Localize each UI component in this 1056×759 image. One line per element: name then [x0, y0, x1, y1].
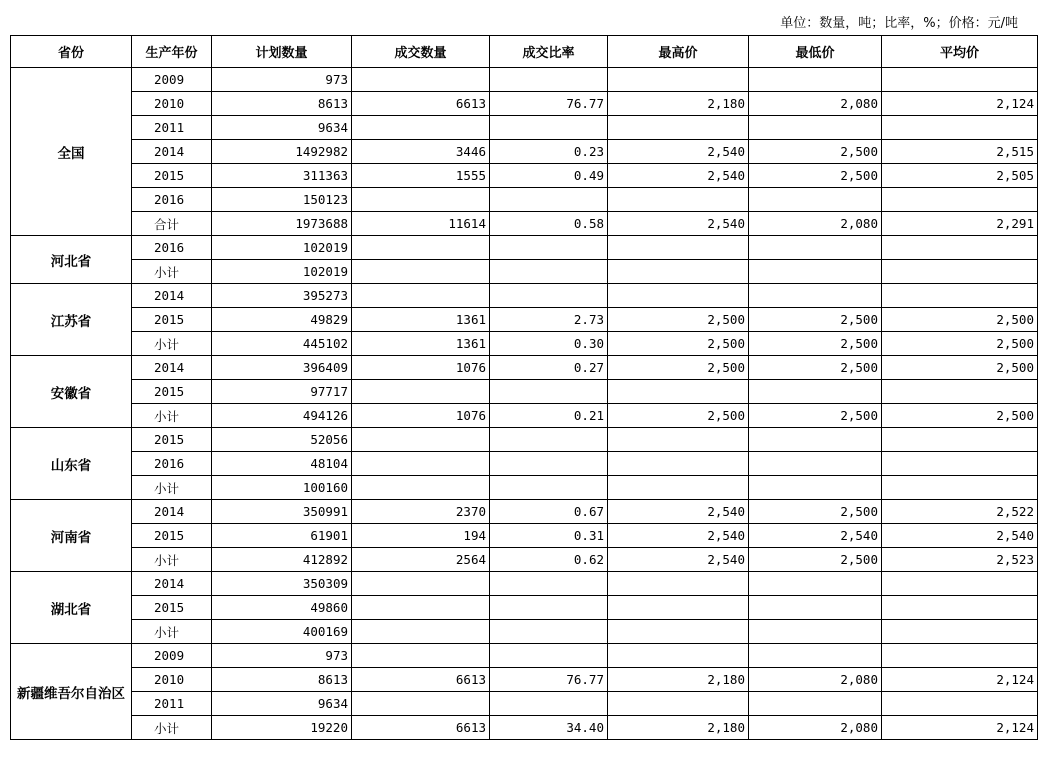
deal-qty-cell	[352, 452, 490, 476]
deal-qty-cell	[352, 284, 490, 308]
avg-price-cell	[882, 620, 1038, 644]
max-price-cell: 2,540	[608, 140, 749, 164]
deal-ratio-cell	[490, 620, 608, 644]
table-row	[11, 404, 1038, 428]
planned-qty-cell: 19220	[212, 716, 352, 740]
deal-ratio-cell	[490, 260, 608, 284]
max-price-cell: 2,540	[608, 212, 749, 236]
table-row	[11, 476, 1038, 500]
table-row	[11, 188, 1038, 212]
year-cell: 2015	[132, 380, 212, 404]
min-price-cell: 2,500	[749, 332, 882, 356]
min-price-cell	[749, 260, 882, 284]
deal-ratio-cell	[490, 68, 608, 92]
deal-qty-cell: 1361	[352, 332, 490, 356]
unit-note: 单位：数量，吨；比率，%；价格：元/吨	[780, 16, 1018, 31]
col-avg-price: 平均价	[882, 36, 1038, 68]
planned-qty-cell: 400169	[212, 620, 352, 644]
deal-ratio-cell: 34.40	[490, 716, 608, 740]
min-price-cell: 2,080	[749, 668, 882, 692]
planned-qty-cell: 150123	[212, 188, 352, 212]
avg-price-cell: 2,124	[882, 716, 1038, 740]
max-price-cell: 2,180	[608, 716, 749, 740]
deal-qty-cell	[352, 620, 490, 644]
year-cell: 2015	[132, 164, 212, 188]
planned-qty-cell: 396409	[212, 356, 352, 380]
max-price-cell: 2,540	[608, 500, 749, 524]
planned-qty-cell: 973	[212, 68, 352, 92]
min-price-cell: 2,080	[749, 212, 882, 236]
deal-qty-cell	[352, 236, 490, 260]
table-row	[11, 620, 1038, 644]
year-cell: 2014	[132, 356, 212, 380]
col-province: 省份	[11, 36, 132, 68]
avg-price-cell: 2,523	[882, 548, 1038, 572]
deal-qty-cell: 2564	[352, 548, 490, 572]
deal-ratio-cell	[490, 452, 608, 476]
province-cell: 湖北省	[11, 572, 132, 644]
min-price-cell	[749, 620, 882, 644]
year-cell: 2014	[132, 572, 212, 596]
year-cell: 2015	[132, 308, 212, 332]
deal-qty-cell: 3446	[352, 140, 490, 164]
deal-ratio-cell	[490, 572, 608, 596]
table-row	[11, 236, 1038, 260]
avg-price-cell: 2,522	[882, 500, 1038, 524]
deal-ratio-cell	[490, 188, 608, 212]
year-cell: 2014	[132, 284, 212, 308]
avg-price-cell	[882, 284, 1038, 308]
year-cell: 2015	[132, 428, 212, 452]
min-price-cell: 2,500	[749, 548, 882, 572]
max-price-cell	[608, 284, 749, 308]
planned-qty-cell: 350309	[212, 572, 352, 596]
min-price-cell: 2,500	[749, 356, 882, 380]
max-price-cell	[608, 620, 749, 644]
deal-ratio-cell: 0.21	[490, 404, 608, 428]
deal-qty-cell	[352, 596, 490, 620]
max-price-cell	[608, 692, 749, 716]
max-price-cell	[608, 188, 749, 212]
max-price-cell	[608, 428, 749, 452]
year-cell: 2009	[132, 644, 212, 668]
deal-ratio-cell: 0.23	[490, 140, 608, 164]
min-price-cell	[749, 188, 882, 212]
planned-qty-cell: 61901	[212, 524, 352, 548]
planned-qty-cell: 494126	[212, 404, 352, 428]
table-row	[11, 452, 1038, 476]
avg-price-cell	[882, 236, 1038, 260]
max-price-cell: 2,500	[608, 356, 749, 380]
deal-qty-cell	[352, 572, 490, 596]
header-row	[11, 36, 1038, 68]
deal-ratio-cell: 0.62	[490, 548, 608, 572]
min-price-cell	[749, 476, 882, 500]
max-price-cell	[608, 260, 749, 284]
avg-price-cell: 2,500	[882, 332, 1038, 356]
deal-qty-cell: 6613	[352, 668, 490, 692]
deal-ratio-cell	[490, 116, 608, 140]
avg-price-cell: 2,540	[882, 524, 1038, 548]
deal-ratio-cell: 0.31	[490, 524, 608, 548]
avg-price-cell: 2,124	[882, 92, 1038, 116]
province-cell: 全国	[11, 68, 132, 236]
planned-qty-cell: 9634	[212, 692, 352, 716]
planned-qty-cell: 52056	[212, 428, 352, 452]
max-price-cell: 2,500	[608, 332, 749, 356]
data-table	[10, 35, 1038, 740]
avg-price-cell	[882, 476, 1038, 500]
table-row	[11, 260, 1038, 284]
deal-ratio-cell	[490, 476, 608, 500]
max-price-cell	[608, 476, 749, 500]
deal-ratio-cell: 0.58	[490, 212, 608, 236]
avg-price-cell	[882, 188, 1038, 212]
planned-qty-cell: 8613	[212, 92, 352, 116]
avg-price-cell	[882, 572, 1038, 596]
avg-price-cell: 2,500	[882, 404, 1038, 428]
max-price-cell	[608, 644, 749, 668]
deal-qty-cell	[352, 644, 490, 668]
year-cell: 2010	[132, 92, 212, 116]
planned-qty-cell: 49829	[212, 308, 352, 332]
year-cell: 小计	[132, 404, 212, 428]
year-cell: 2014	[132, 140, 212, 164]
planned-qty-cell: 973	[212, 644, 352, 668]
planned-qty-cell: 102019	[212, 236, 352, 260]
province-cell: 河北省	[11, 236, 132, 284]
col-year: 生产年份	[132, 36, 212, 68]
province-cell: 新疆维吾尔自治区	[11, 644, 132, 740]
min-price-cell: 2,500	[749, 164, 882, 188]
province-cell: 河南省	[11, 500, 132, 572]
min-price-cell: 2,500	[749, 140, 882, 164]
avg-price-cell	[882, 596, 1038, 620]
table-row	[11, 116, 1038, 140]
avg-price-cell: 2,500	[882, 356, 1038, 380]
min-price-cell	[749, 572, 882, 596]
deal-qty-cell	[352, 116, 490, 140]
planned-qty-cell: 1492982	[212, 140, 352, 164]
avg-price-cell	[882, 260, 1038, 284]
planned-qty-cell: 311363	[212, 164, 352, 188]
province-cell: 江苏省	[11, 284, 132, 356]
min-price-cell	[749, 116, 882, 140]
min-price-cell	[749, 692, 882, 716]
deal-qty-cell	[352, 476, 490, 500]
year-cell: 2015	[132, 596, 212, 620]
avg-price-cell: 2,500	[882, 308, 1038, 332]
col-deal-qty: 成交数量	[352, 36, 490, 68]
avg-price-cell: 2,291	[882, 212, 1038, 236]
max-price-cell: 2,540	[608, 524, 749, 548]
col-planned-qty: 计划数量	[212, 36, 352, 68]
max-price-cell	[608, 596, 749, 620]
deal-ratio-cell: 76.77	[490, 92, 608, 116]
deal-ratio-cell: 0.27	[490, 356, 608, 380]
min-price-cell	[749, 68, 882, 92]
table-row	[11, 716, 1038, 740]
avg-price-cell	[882, 428, 1038, 452]
table-row	[11, 428, 1038, 452]
min-price-cell	[749, 596, 882, 620]
avg-price-cell: 2,515	[882, 140, 1038, 164]
year-cell: 2016	[132, 188, 212, 212]
deal-ratio-cell	[490, 284, 608, 308]
year-cell: 2011	[132, 692, 212, 716]
deal-ratio-cell: 0.49	[490, 164, 608, 188]
deal-ratio-cell	[490, 380, 608, 404]
deal-ratio-cell	[490, 644, 608, 668]
year-cell: 合计	[132, 212, 212, 236]
year-cell: 小计	[132, 716, 212, 740]
max-price-cell	[608, 452, 749, 476]
planned-qty-cell: 8613	[212, 668, 352, 692]
min-price-cell	[749, 236, 882, 260]
deal-ratio-cell	[490, 236, 608, 260]
min-price-cell: 2,500	[749, 308, 882, 332]
year-cell: 2011	[132, 116, 212, 140]
planned-qty-cell: 395273	[212, 284, 352, 308]
table-row	[11, 596, 1038, 620]
table-row	[11, 668, 1038, 692]
max-price-cell	[608, 68, 749, 92]
min-price-cell	[749, 452, 882, 476]
table-row	[11, 572, 1038, 596]
planned-qty-cell: 100160	[212, 476, 352, 500]
min-price-cell	[749, 428, 882, 452]
planned-qty-cell: 350991	[212, 500, 352, 524]
province-cell: 山东省	[11, 428, 132, 500]
table-row	[11, 164, 1038, 188]
province-cell: 安徽省	[11, 356, 132, 428]
planned-qty-cell: 1973688	[212, 212, 352, 236]
year-cell: 小计	[132, 476, 212, 500]
planned-qty-cell: 102019	[212, 260, 352, 284]
year-cell: 2009	[132, 68, 212, 92]
deal-qty-cell: 1076	[352, 404, 490, 428]
max-price-cell	[608, 236, 749, 260]
min-price-cell: 2,080	[749, 716, 882, 740]
col-deal-ratio: 成交比率	[490, 36, 608, 68]
year-cell: 小计	[132, 548, 212, 572]
avg-price-cell	[882, 68, 1038, 92]
max-price-cell: 2,500	[608, 404, 749, 428]
year-cell: 小计	[132, 620, 212, 644]
table-row	[11, 284, 1038, 308]
max-price-cell: 2,180	[608, 92, 749, 116]
year-cell: 2014	[132, 500, 212, 524]
deal-qty-cell: 1361	[352, 308, 490, 332]
max-price-cell: 2,540	[608, 548, 749, 572]
min-price-cell: 2,080	[749, 92, 882, 116]
deal-ratio-cell	[490, 596, 608, 620]
table-row	[11, 140, 1038, 164]
table-row	[11, 692, 1038, 716]
avg-price-cell: 2,124	[882, 668, 1038, 692]
max-price-cell: 2,500	[608, 308, 749, 332]
year-cell: 2016	[132, 452, 212, 476]
deal-ratio-cell	[490, 428, 608, 452]
deal-qty-cell: 11614	[352, 212, 490, 236]
planned-qty-cell: 445102	[212, 332, 352, 356]
deal-qty-cell	[352, 68, 490, 92]
deal-ratio-cell: 76.77	[490, 668, 608, 692]
table-row	[11, 548, 1038, 572]
table-row	[11, 380, 1038, 404]
year-cell: 小计	[132, 260, 212, 284]
avg-price-cell	[882, 452, 1038, 476]
min-price-cell: 2,540	[749, 524, 882, 548]
deal-ratio-cell: 0.67	[490, 500, 608, 524]
min-price-cell: 2,500	[749, 500, 882, 524]
table-row	[11, 308, 1038, 332]
deal-qty-cell: 6613	[352, 92, 490, 116]
table-row	[11, 356, 1038, 380]
planned-qty-cell: 48104	[212, 452, 352, 476]
min-price-cell	[749, 284, 882, 308]
min-price-cell: 2,500	[749, 404, 882, 428]
planned-qty-cell: 9634	[212, 116, 352, 140]
table-row	[11, 644, 1038, 668]
table-row	[11, 332, 1038, 356]
deal-ratio-cell	[490, 692, 608, 716]
year-cell: 小计	[132, 332, 212, 356]
avg-price-cell	[882, 116, 1038, 140]
deal-qty-cell: 1555	[352, 164, 490, 188]
avg-price-cell: 2,505	[882, 164, 1038, 188]
deal-qty-cell: 1076	[352, 356, 490, 380]
year-cell: 2016	[132, 236, 212, 260]
table-row	[11, 500, 1038, 524]
min-price-cell	[749, 644, 882, 668]
min-price-cell	[749, 380, 882, 404]
year-cell: 2015	[132, 524, 212, 548]
planned-qty-cell: 97717	[212, 380, 352, 404]
max-price-cell	[608, 116, 749, 140]
col-max-price: 最高价	[608, 36, 749, 68]
avg-price-cell	[882, 644, 1038, 668]
table-row	[11, 92, 1038, 116]
deal-qty-cell	[352, 428, 490, 452]
table-row	[11, 68, 1038, 92]
max-price-cell	[608, 380, 749, 404]
avg-price-cell	[882, 692, 1038, 716]
deal-qty-cell	[352, 692, 490, 716]
table-row	[11, 524, 1038, 548]
max-price-cell: 2,180	[608, 668, 749, 692]
max-price-cell: 2,540	[608, 164, 749, 188]
deal-ratio-cell: 0.30	[490, 332, 608, 356]
year-cell: 2010	[132, 668, 212, 692]
deal-qty-cell	[352, 188, 490, 212]
deal-qty-cell: 2370	[352, 500, 490, 524]
planned-qty-cell: 412892	[212, 548, 352, 572]
deal-qty-cell: 194	[352, 524, 490, 548]
avg-price-cell	[882, 380, 1038, 404]
deal-ratio-cell: 2.73	[490, 308, 608, 332]
col-min-price: 最低价	[749, 36, 882, 68]
deal-qty-cell: 6613	[352, 716, 490, 740]
table-row	[11, 212, 1038, 236]
deal-qty-cell	[352, 260, 490, 284]
planned-qty-cell: 49860	[212, 596, 352, 620]
max-price-cell	[608, 572, 749, 596]
deal-qty-cell	[352, 380, 490, 404]
